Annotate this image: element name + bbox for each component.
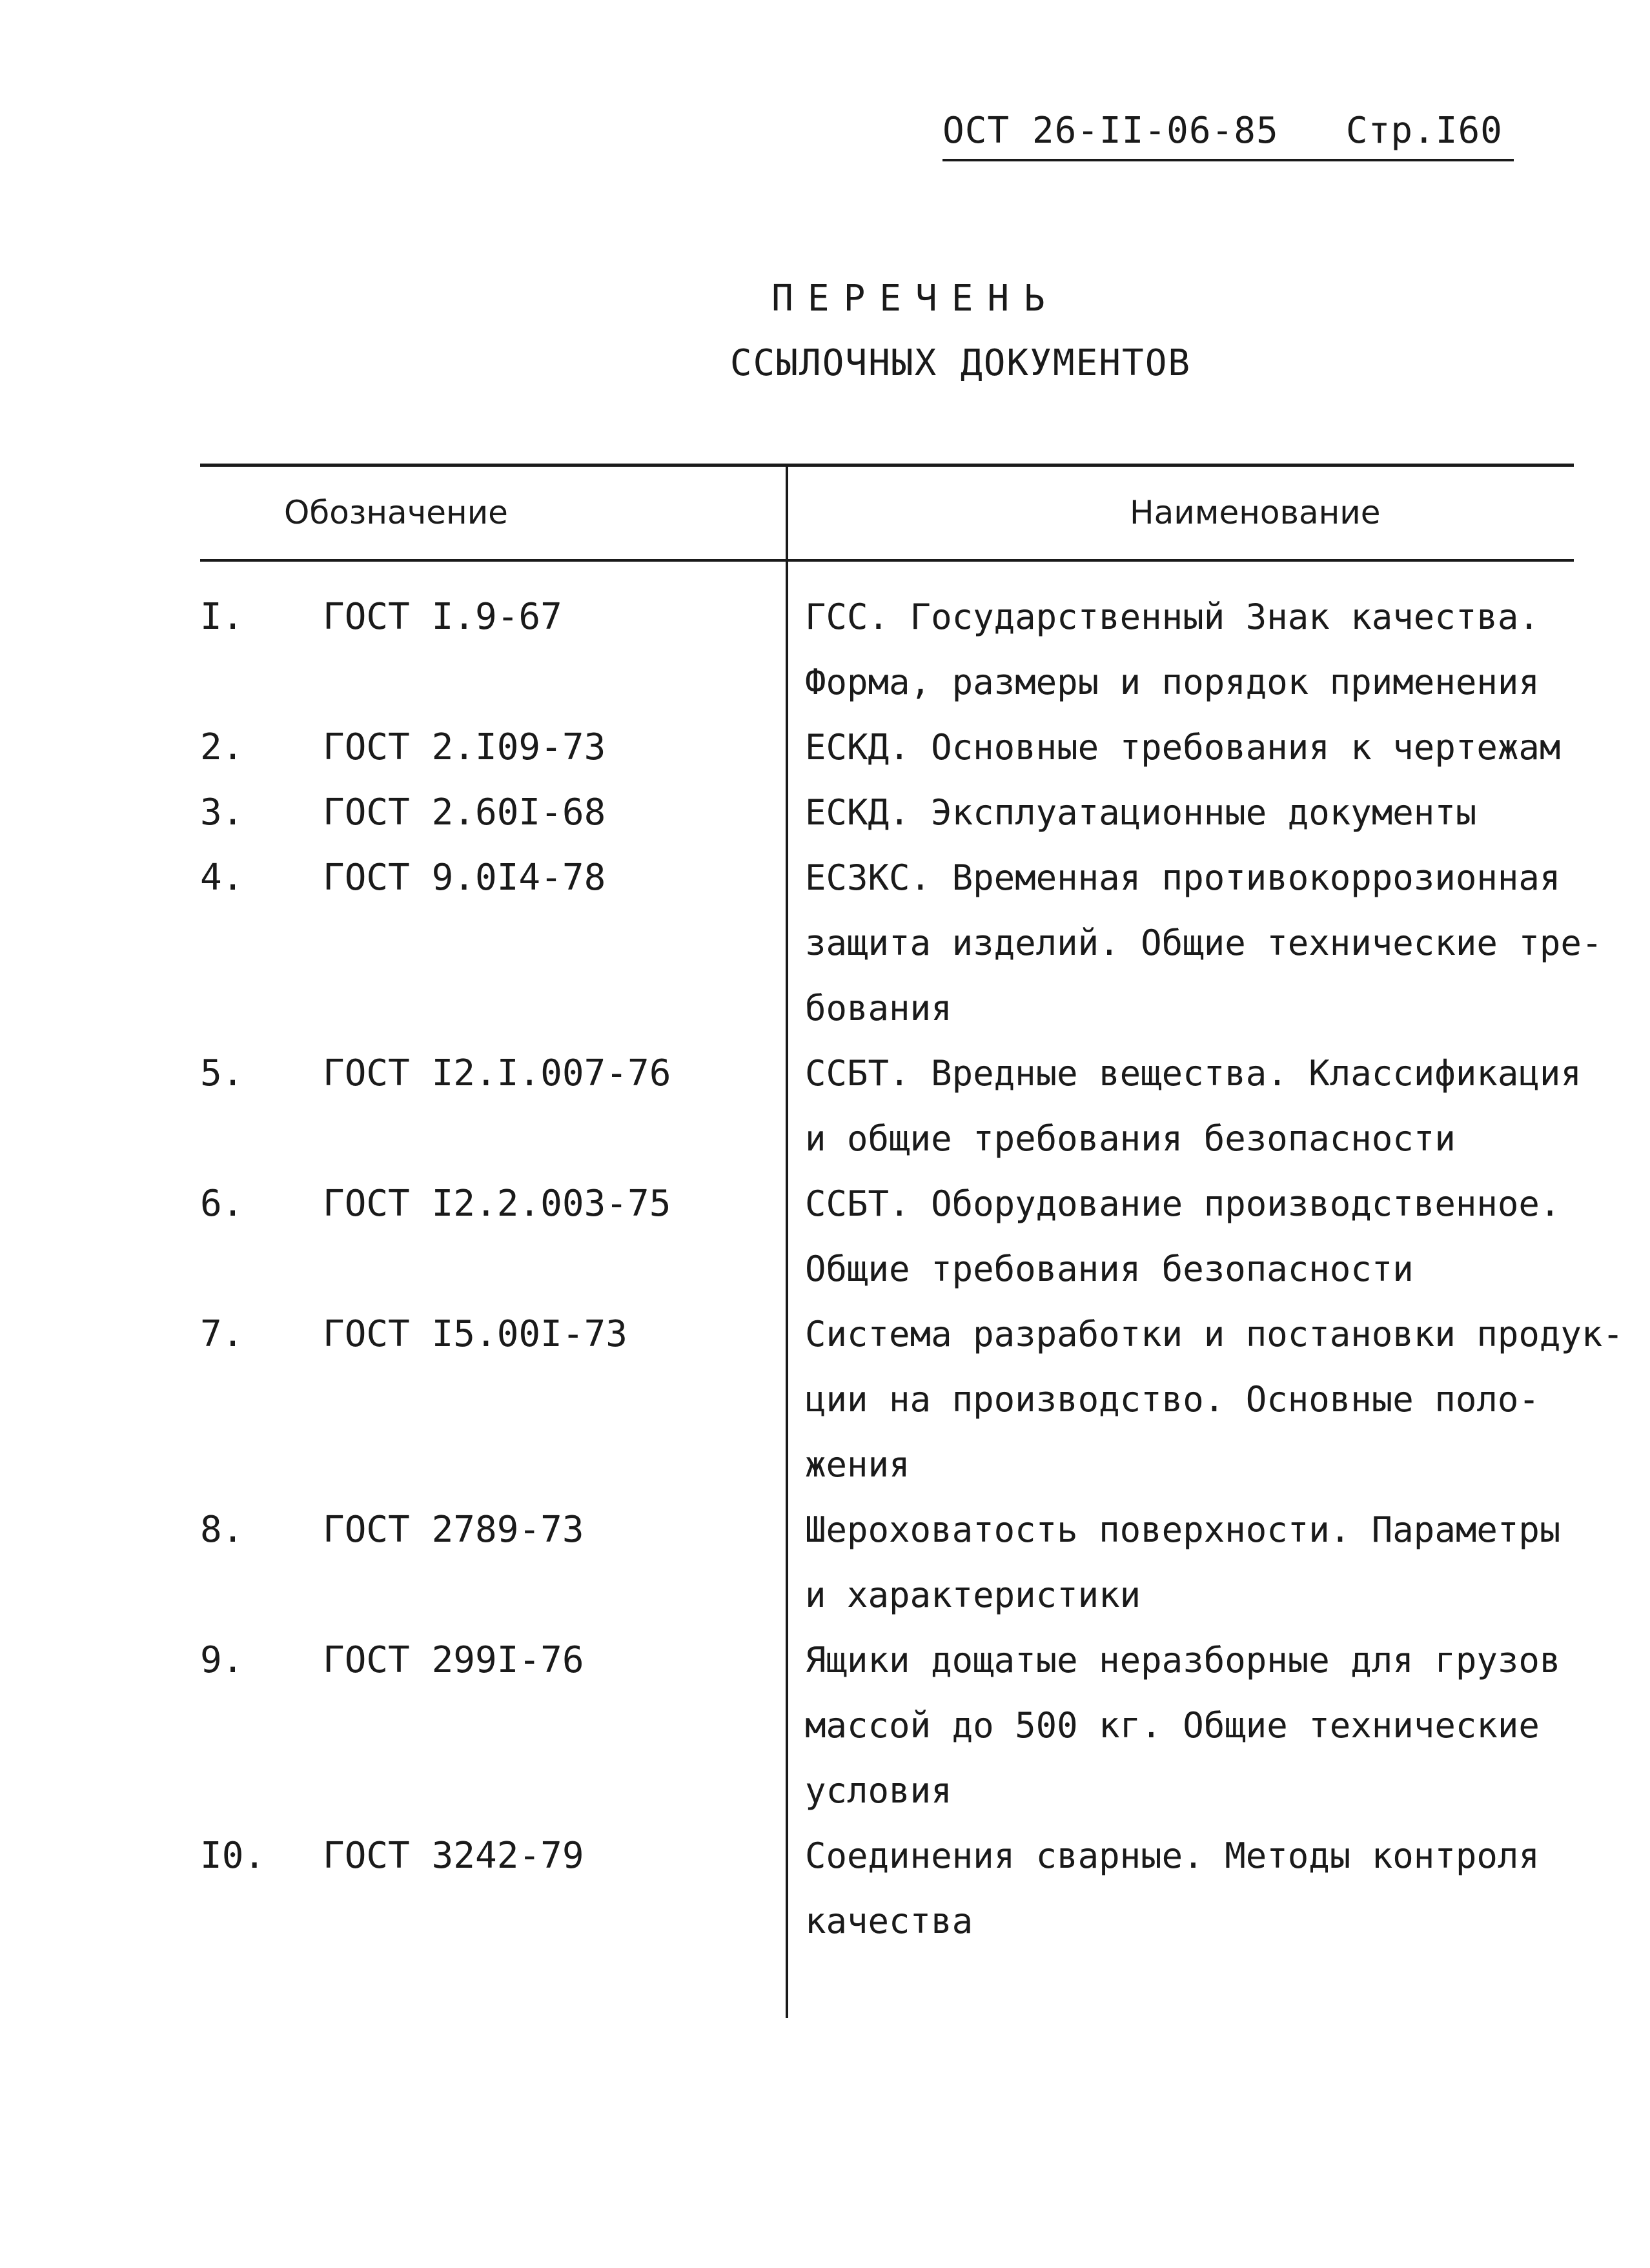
document-code: ГОСТ 9.0I4-78 [323,857,606,899]
document-name [805,1302,1624,1497]
document-name-line: условия [805,1770,952,1811]
table-row [0,1302,1650,1497]
document-name [805,1823,1589,1954]
document-name-line: бования [805,988,952,1028]
document-name-line: ГСС. Государственный Знак качества. [805,597,1540,637]
document-name-line: ции на производство. Основные поло- [805,1379,1540,1420]
row-number: 7. [200,1313,244,1355]
document-code: ГОСТ 3242-79 [323,1835,584,1877]
table-row [0,1628,1650,1823]
document-name-line: ЕСКД. Эксплуатационные документы [805,792,1477,833]
document-code: ГОСТ 2.60I-68 [323,792,606,833]
reference-table [0,584,1650,1954]
document-code: ГОСТ 2.I09-73 [323,726,606,768]
document-code: ГОСТ 299I-76 [323,1639,584,1681]
document-name-line: ЕСЗКС. Временная противокоррозионная [805,857,1561,898]
document-name-line: и характеристики [805,1575,1141,1615]
table-row [0,1041,1650,1171]
document-code: ГОСТ 2789-73 [323,1509,584,1551]
document-name-line: и общие требования безопасности [805,1118,1456,1159]
document-name-line: Соединения сварные. Методы контроля [805,1835,1540,1876]
table-row [0,715,1650,780]
document-name-line: Шероховатость поверхности. Параметры [805,1509,1561,1550]
table-row [0,780,1650,845]
row-number: 2. [200,726,244,768]
table-top-rule [200,464,1574,467]
row-number: I. [200,596,244,638]
column-header-name: Наименование [1130,494,1381,531]
column-header-designation: Обозначение [284,494,508,531]
row-number: 8. [200,1509,244,1551]
document-name-line: Форма, размеры и порядок применения [805,662,1540,702]
document-name-line: массой до 500 кг. Общие технические [805,1705,1540,1746]
row-number: 6. [200,1183,244,1225]
document-name [805,1171,1589,1302]
row-number: 4. [200,857,244,899]
table-row [0,1497,1650,1628]
document-name-line: качества [805,1901,973,1941]
document-name-line: ЕСКД. Основные требования к чертежам [805,727,1561,768]
row-number: I0. [200,1835,266,1877]
document-name [805,1041,1589,1171]
document-code: ГОСТ I5.00I-73 [323,1313,628,1355]
document-name [805,845,1603,1041]
table-row [0,1823,1650,1954]
document-subtitle: ССЫЛОЧНЫХ ДОКУМЕНТОВ [729,342,1192,384]
document-name-line: Общие требования безопасности [805,1249,1414,1289]
row-number: 9. [200,1639,244,1681]
row-number: 5. [200,1052,244,1094]
document-name-line: ССБТ. Оборудование производственное. [805,1183,1561,1224]
table-row [0,1171,1650,1302]
document-name [805,715,1589,780]
document-code: ГОСТ I2.I.007-76 [323,1052,671,1094]
document-title: ПЕРЕЧЕНЬ [771,278,1059,320]
document-name [805,1628,1589,1823]
table-row [0,845,1650,1041]
document-name [805,584,1589,715]
document-name-line: Система разработки и постановки продук- [805,1314,1624,1354]
document-name-line: ССБТ. Вредные вещества. Классификация [805,1053,1582,1094]
page-header [942,110,1503,152]
table-row [0,584,1650,715]
document-name [805,1497,1589,1628]
header-underline [942,159,1514,161]
table-header-rule [200,559,1574,562]
document-name-line: Ящики дощатые неразборные для грузов [805,1640,1561,1681]
document-code: ГОСТ I.9-67 [323,596,562,638]
document-name [805,780,1589,845]
row-number: 3. [200,792,244,833]
doc-ref: ОСТ 26-II-06-85 [942,110,1279,152]
document-code: ГОСТ I2.2.003-75 [323,1183,671,1225]
page-ref: Стр.I60 [1345,110,1503,152]
document-name-line: защита изделий. Общие технические тре- [805,923,1603,963]
document-name-line: жения [805,1444,910,1485]
